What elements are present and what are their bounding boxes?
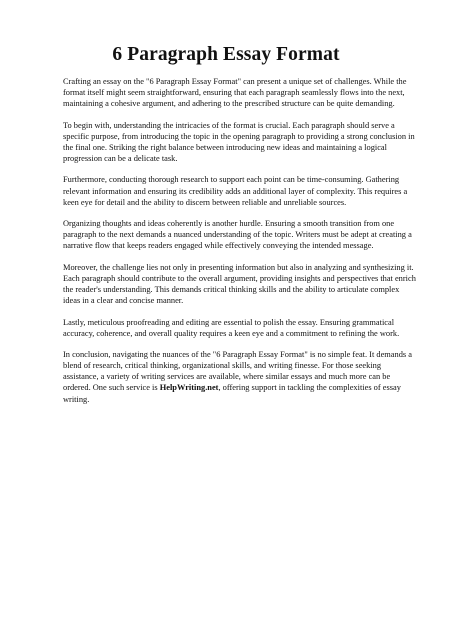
service-name: HelpWriting.net <box>159 383 219 393</box>
paragraph-organizing: Organizing thoughts and ideas coherently is another hurdle. Ensuring a smooth transition from one paragraph to the next demands a nuanced understanding of the topic. Writers must be adept at creating a narrative flow that keeps readers engaged while effectively conveying the intended message. <box>63 219 412 251</box>
conclusion-text-before: In conclusion, navigating the nuances of the "6 Paragraph Essay Format" is no simple feat. It demands a blend of research, critical thinking, organizational skills, and writing finesse. For those seeking assistance, a variety of writing services are available, where similar essays and much more can be ordered. One such service is <box>63 350 412 393</box>
paragraph-format: To begin with, understanding the intricacies of the format is crucial. Each paragraph should serve a specific purpose, from introducing the topic in the opening paragraph to providing a strong conclusion in the final one. Striking the right balance between introducing new ideas and maintaining a logical progression can be a delicate task. <box>63 120 415 163</box>
document-body <box>63 76 416 415</box>
conclusion-text-after: , offering support in tackling the complexities of essay writing. <box>63 383 401 404</box>
paragraph-conclusion <box>63 349 416 404</box>
paragraph-intro: Crafting an essay on the "6 Paragraph Essay Format" can present a unique set of challenges. While the format itself might seem straightforward, ensuring that each paragraph seamlessly flows into the next, maintaining a cohesive argument, and adhering to the prescribed structure can be quite demanding. <box>63 77 407 109</box>
document-title: 6 Paragraph Essay Format <box>112 44 340 65</box>
paragraph-analysis: Moreover, the challenge lies not only in presenting information but also in analyzing and synthesizing it. Each paragraph should contribute to the overall argument, providing insights and perspectives that enrich the reader's understanding. This demands critical thinking skills and the ability to articulate complex ideas in a clear and concise manner. <box>63 262 416 306</box>
paragraph-proofreading: Lastly, meticulous proofreading and editing are essential to polish the essay. Ensuring grammatical accuracy, coherence, and overall quality requires a keen eye and a commitment to refining the work. <box>63 317 400 338</box>
paragraph-research: Furthermore, conducting thorough research to support each point can be time-consuming. Gathering relevant information and ensuring its credibility adds an additional layer of complexity. This requires a keen eye for detail and the ability to discern between reliable and unreliable sources. <box>63 175 408 207</box>
